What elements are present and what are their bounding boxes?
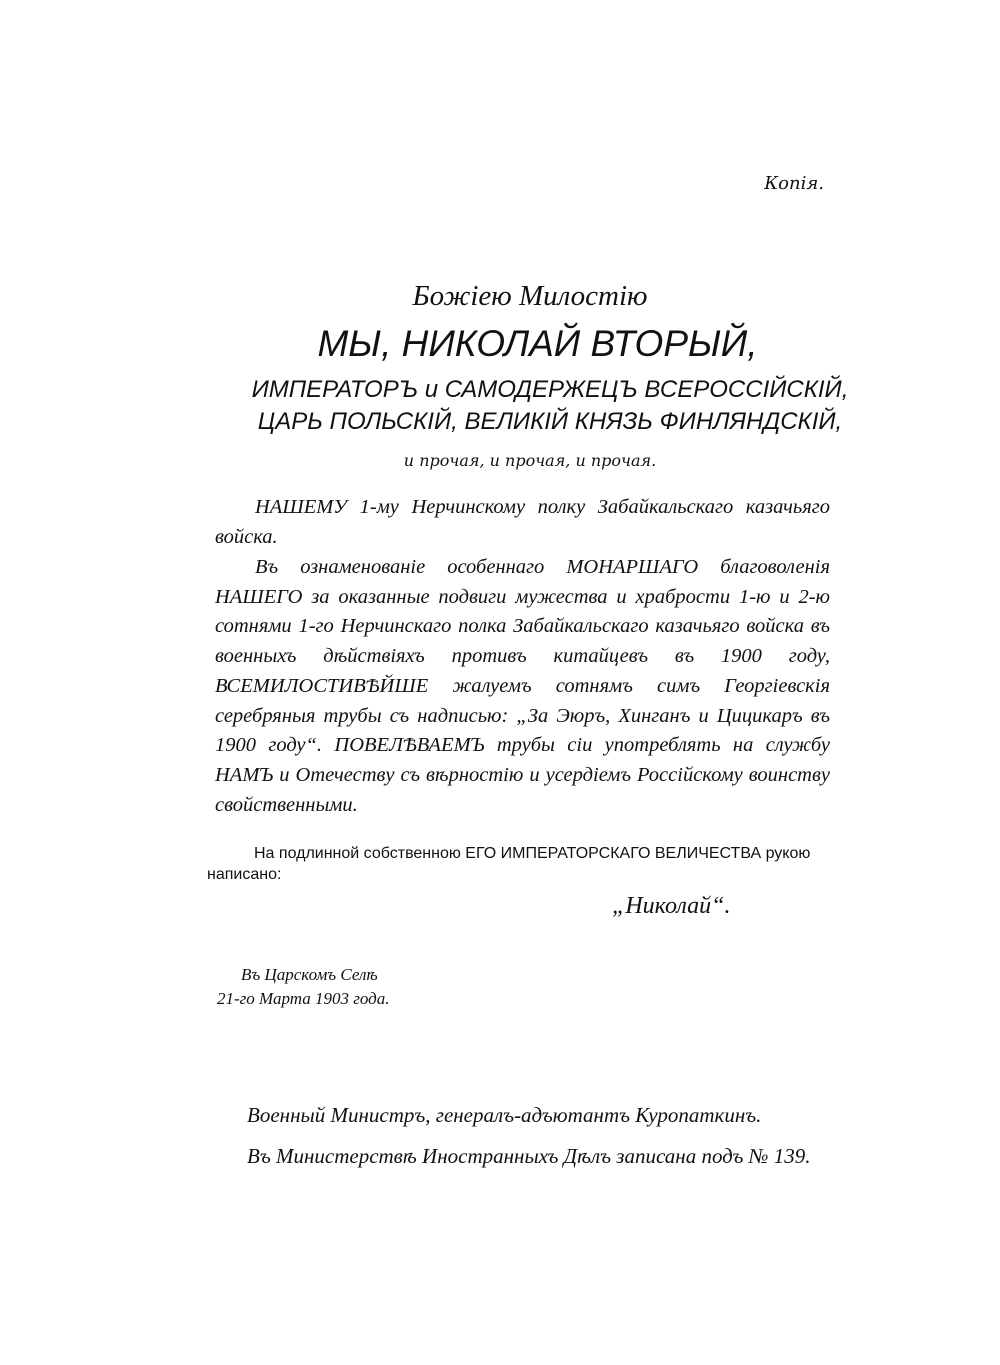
registry-line: Въ Министерствѣ Иностранныхъ Дѣлъ записана подъ № 139. <box>247 1144 811 1168</box>
decree-paragraph <box>215 553 830 820</box>
header-grace: Божіею Милостію <box>412 280 648 312</box>
date-line: 21-го Марта 1903 года. <box>217 989 390 1008</box>
header-emperor-name: МЫ, НИКОЛАЙ ВТОРЫЙ, <box>317 323 758 364</box>
copy-mark: Копія. <box>764 173 824 194</box>
header-title-line-2: ЦАРЬ ПОЛЬСКІЙ, ВЕЛИКІЙ КНЯЗЬ ФИНЛЯНДСКІЙ, <box>257 408 843 435</box>
address-text: НАШЕМУ 1-му Нерчинскому полку Забайкальскаго казачьяго войска. <box>215 496 830 548</box>
minister-line: Военный Министръ, генералъ-адъютантъ Куропаткинъ. <box>247 1103 762 1127</box>
signature: „Николай“. <box>612 893 731 919</box>
place-date <box>217 963 389 1011</box>
place-line: Въ Царскомъ Селѣ <box>241 965 378 984</box>
header-etc: и прочая, и прочая, и прочая. <box>403 451 657 470</box>
address-paragraph <box>215 493 830 552</box>
decree-text: Въ ознаменованіе особеннаго МОНАРШАГО благоволенія НАШЕГО за оказанные подвиги мужества и храбрости 1-ю и 2-ю сотнями 1-го Нерчинскаго полка Забайкальскаго казачьяго войска въ военныхъ дѣйствіяхъ противъ китайцевъ въ 1900 году, ВСЕМИЛОСТИВѢЙШЕ жалуемъ сотнямъ симъ Георгіевскія серебряныя трубы съ надписью: „За Эюръ, Хинганъ и Цицикаръ въ 1900 году“. ПОВЕЛѢВАЕМЪ трубы сіи употреблять на службу НАМЪ и Отечеству съ вѣрностію и усердіемъ Россійскому воинству свойственными. <box>215 556 830 816</box>
authenticity-note: На подлинной собственною ЕГО ИМПЕРАТОРСКАГО ВЕЛИЧЕСТВА рукою написано: <box>207 845 811 883</box>
header-title-line-1: ИМПЕРАТОРЪ и САМОДЕРЖЕЦЪ ВСЕРОССІЙСКІЙ, <box>251 376 849 403</box>
